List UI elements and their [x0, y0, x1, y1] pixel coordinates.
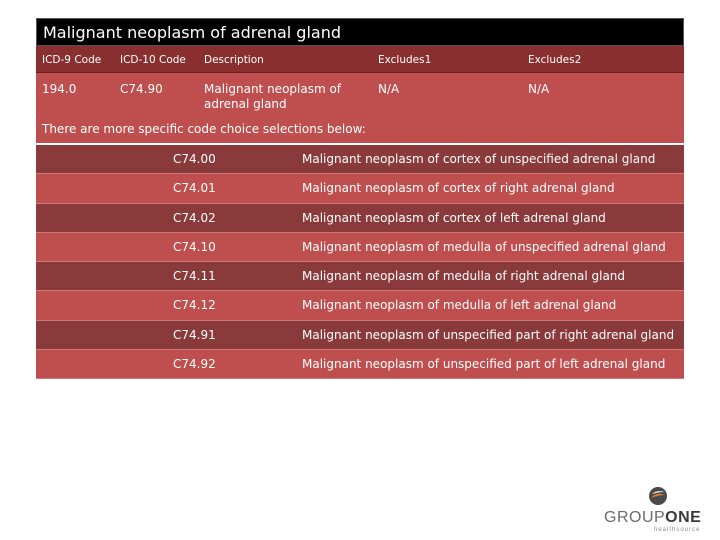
table-row — [36, 350, 684, 379]
icd10-code: C74.90 — [120, 82, 163, 96]
logo-tagline: healthsource — [654, 527, 701, 533]
sub-code-description: Malignant neoplasm of unspecified part of right adrenal gland — [302, 327, 675, 342]
header-excludes2: Excludes2 — [528, 54, 582, 66]
excludes1-value: N/A — [378, 82, 400, 96]
sub-code: C74.12 — [173, 298, 216, 313]
table-row — [36, 233, 684, 262]
sub-code-description: Malignant neoplasm of medulla of right adrenal gland — [302, 269, 626, 284]
sub-code-description: Malignant neoplasm of medulla of unspecified adrenal gland — [302, 239, 666, 254]
sub-code-description: Malignant neoplasm of cortex of left adrenal gland — [302, 210, 606, 225]
table-header-row — [36, 46, 684, 73]
sub-code-description: Malignant neoplasm of medulla of left adrenal gland — [302, 298, 617, 313]
sub-code-description: Malignant neoplasm of unspecified part of left adrenal gland — [302, 357, 666, 372]
table-row — [36, 262, 684, 291]
sub-code-table — [36, 145, 684, 379]
sub-code: C74.02 — [173, 210, 216, 225]
sub-code: C74.01 — [173, 181, 216, 196]
table-row — [36, 204, 684, 233]
excludes2-value: N/A — [528, 82, 550, 96]
sub-code: C74.00 — [173, 152, 216, 166]
header-excludes1: Excludes1 — [378, 54, 432, 66]
logo-word-one: ONE — [665, 509, 702, 526]
icd9-code: 194.0 — [42, 82, 77, 96]
slide-title: Malignant neoplasm of adrenal gland — [36, 18, 684, 46]
sub-code: C74.92 — [173, 357, 216, 372]
code-description: Malignant neoplasm of adrenal gland — [204, 82, 342, 111]
logo-word-group: GROUP — [604, 509, 666, 526]
table-row — [36, 174, 684, 203]
table-row — [36, 321, 684, 350]
sub-code: C74.11 — [173, 269, 216, 284]
header-description: Description — [204, 54, 264, 66]
sub-code: C74.91 — [173, 327, 216, 342]
logo-wordmark — [604, 509, 701, 527]
swirl-logo-icon — [648, 486, 668, 506]
sub-code-description: Malignant neoplasm of cortex of unspecified adrenal gland — [302, 152, 656, 166]
note-row — [36, 117, 684, 143]
table-row — [36, 145, 684, 174]
header-icd10: ICD-10 Code — [120, 54, 186, 66]
header-icd9: ICD-9 Code — [42, 54, 102, 66]
more-codes-note: There are more specific code choice selections below: — [42, 122, 366, 136]
sub-code-description: Malignant neoplasm of cortex of right adrenal gland — [302, 181, 615, 196]
code-table — [36, 46, 684, 143]
table-row — [36, 73, 684, 117]
table-row — [36, 291, 684, 320]
groupone-logo — [600, 484, 718, 534]
sub-code: C74.10 — [173, 239, 216, 254]
